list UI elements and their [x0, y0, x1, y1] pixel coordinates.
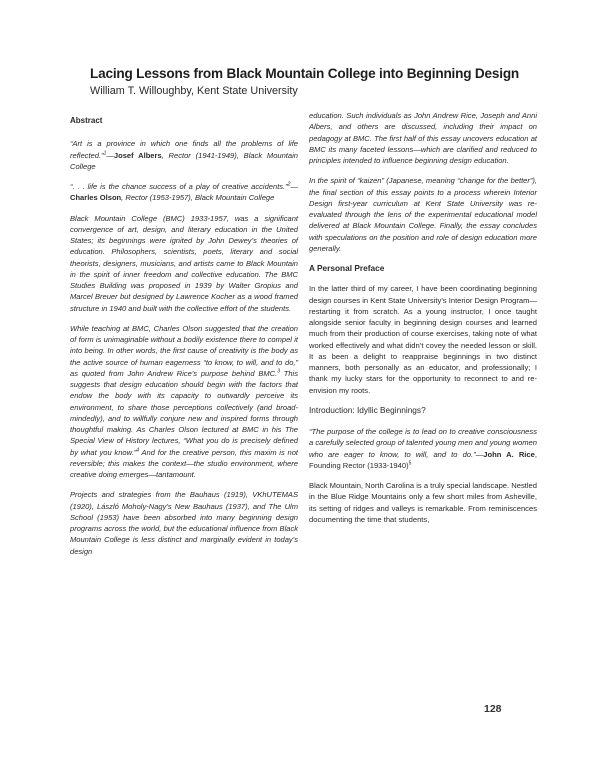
epigraph-albers-name: Josef Albers: [113, 150, 162, 160]
em-dash: —: [475, 449, 484, 459]
abstract-paragraph-2-part-b: This suggests that design education should begin with the factors that endow the body with its capacity to outwardly perceive its environment, to share those perceptions collectively (and broad-mindedly), and to willfully conjure new and inspired forms through thoughtful making. As Charles Olson lectured at BMC in his The Special View of History lectures, “What you do is precisely defined by what you know.”: [70, 368, 298, 457]
footnote-ref-5: 5: [408, 460, 412, 467]
abstract-paragraph-1: Black Mountain College (BMC) 1933-1957, was a significant convergence of art, design, and literary education in the United States; its beginnings were ignited by John Dewey’s theories of education. Philosophers, scientists, poets, literary and social theorists, designers, musicians, and artists came to Black Mountain in the spirit of inner freedom and collective education. The BMC Studies Building was proposed in 1939 by Walter Gropius and Marcel Breuer but designed by Lawrence Kocher as a wood framed structure in 1940 and built with the collective effort of the students.: [70, 213, 298, 313]
intro-epigraph-name: John A. Rice: [483, 449, 535, 459]
abstract-paragraph-2: [70, 323, 298, 481]
abstract-heading: Abstract: [70, 116, 103, 125]
intro-paragraph: Black Mountain, North Carolina is a truly special landscape. Nestled in the Blue Ridge Mountains only a few short miles from Asheville, its setting of ridges and valleys is remarkable. From reminiscences documenting the time that students,: [309, 481, 537, 524]
paper-title: Lacing Lessons from Black Mountain College into Beginning Design: [90, 66, 520, 81]
right-column: [309, 110, 537, 534]
em-dash: —: [106, 150, 114, 160]
intro-epigraph: [309, 426, 537, 471]
epigraph-albers-role: , Rector (1941-1949), Black Mountain College: [70, 150, 298, 171]
footnote-ref-4: 4: [136, 446, 140, 453]
footnote-ref-1: 1: [103, 149, 107, 156]
epigraph-albers: [70, 138, 298, 172]
abstract-paragraph-3-continued: education. Such individuals as John Andrew Rice, Joseph and Anni Albers, and others are discussed, including their impact on pedagogy at BMC. The first half of this essay uncovers education at BMC its many faceted lessons—which are clarified and reduced to principles intended to influence beginning design education.: [309, 111, 537, 165]
intro-epigraph-role: , Founding Rector (1933-1940): [309, 449, 537, 470]
section-heading-personal-preface: A Personal Preface: [309, 263, 385, 273]
left-column: [70, 110, 298, 566]
epigraph-albers-text: “Art is a province in which one finds all the problems of life reflected.”: [70, 139, 298, 160]
epigraph-olson-text: “. . . life is the chance success of a play of creative accidents.”: [70, 182, 288, 191]
abstract-paragraph-2-part-a: While teaching at BMC, Charles Olson suggested that the creation of form is unimaginable without a bodily existence there to compel it into being. In other words, the first cause of creativity is the body as the active source of human eagerness “to know, to will, and to do,” as quoted from John Andrew Rice’s purpose behind BMC.: [70, 323, 298, 378]
section-heading-introduction: Introduction: Idyllic Beginnings?: [309, 404, 426, 415]
page-number: 128: [484, 703, 502, 715]
footnote-ref-3: 3: [277, 368, 280, 375]
em-dash: —: [290, 182, 298, 191]
epigraph-olson: [70, 181, 298, 204]
epigraph-olson-role: , Rector (1953-1957), Black Mountain College: [121, 193, 275, 203]
preface-paragraph: In the latter third of my career, I have been coordinating beginning design courses in Kent State University’s Interior Design Program—restarting it from scratch. As a young instructor, I once taught alongside senior faculty in beginning design courses and learned much from their production of course exercises, taking note of what worked effectively and what didn’t covey the needed lesson or skill. It as been a delight to reappraise beginnings in two distinct manners, both personally as an educator, and professionally; I thank my lucky stars for the opportunity to reconnect to and re-envision my roots.: [309, 284, 537, 395]
abstract-paragraph-3: Projects and strategies from the Bauhaus (1919), VKhUTEMAS (1920), László Moholy-Nagy’s New Bauhaus (1937), and The Ulm School (1953) have been absorbed into many beginning design programs across the world, but the educational influence from Black Mountain College is less distinct and marginally evident in today’s design: [70, 490, 298, 556]
author-line: William T. Willoughby, Kent State University: [90, 85, 298, 97]
abstract-paragraph-4: In the spirit of “kaizen” (Japanese, meaning “change for the better”), the final section of this essay points to a process wherein Interior Design first-year curriculum at Kent State University was re-evaluated through the lens of the experimental educational model delivered at Black Mountain College. Finally, the essay concludes with speculations on the position and role of design education more generally.: [309, 176, 537, 253]
epigraph-olson-name: Charles Olson: [70, 193, 122, 203]
intro-epigraph-text: “The purpose of the college is to lead on to creative consciousness a carefully selected group of talented young men and young women who are eager to know, to will, and to do.”: [309, 427, 537, 459]
abstract-paragraph-2-part-c: And for the creative person, this maxim is not reversible; this makes the context—the studio environment, where creative doing emerges—tantamount.: [70, 447, 298, 479]
footnote-ref-2: 2: [287, 181, 291, 188]
